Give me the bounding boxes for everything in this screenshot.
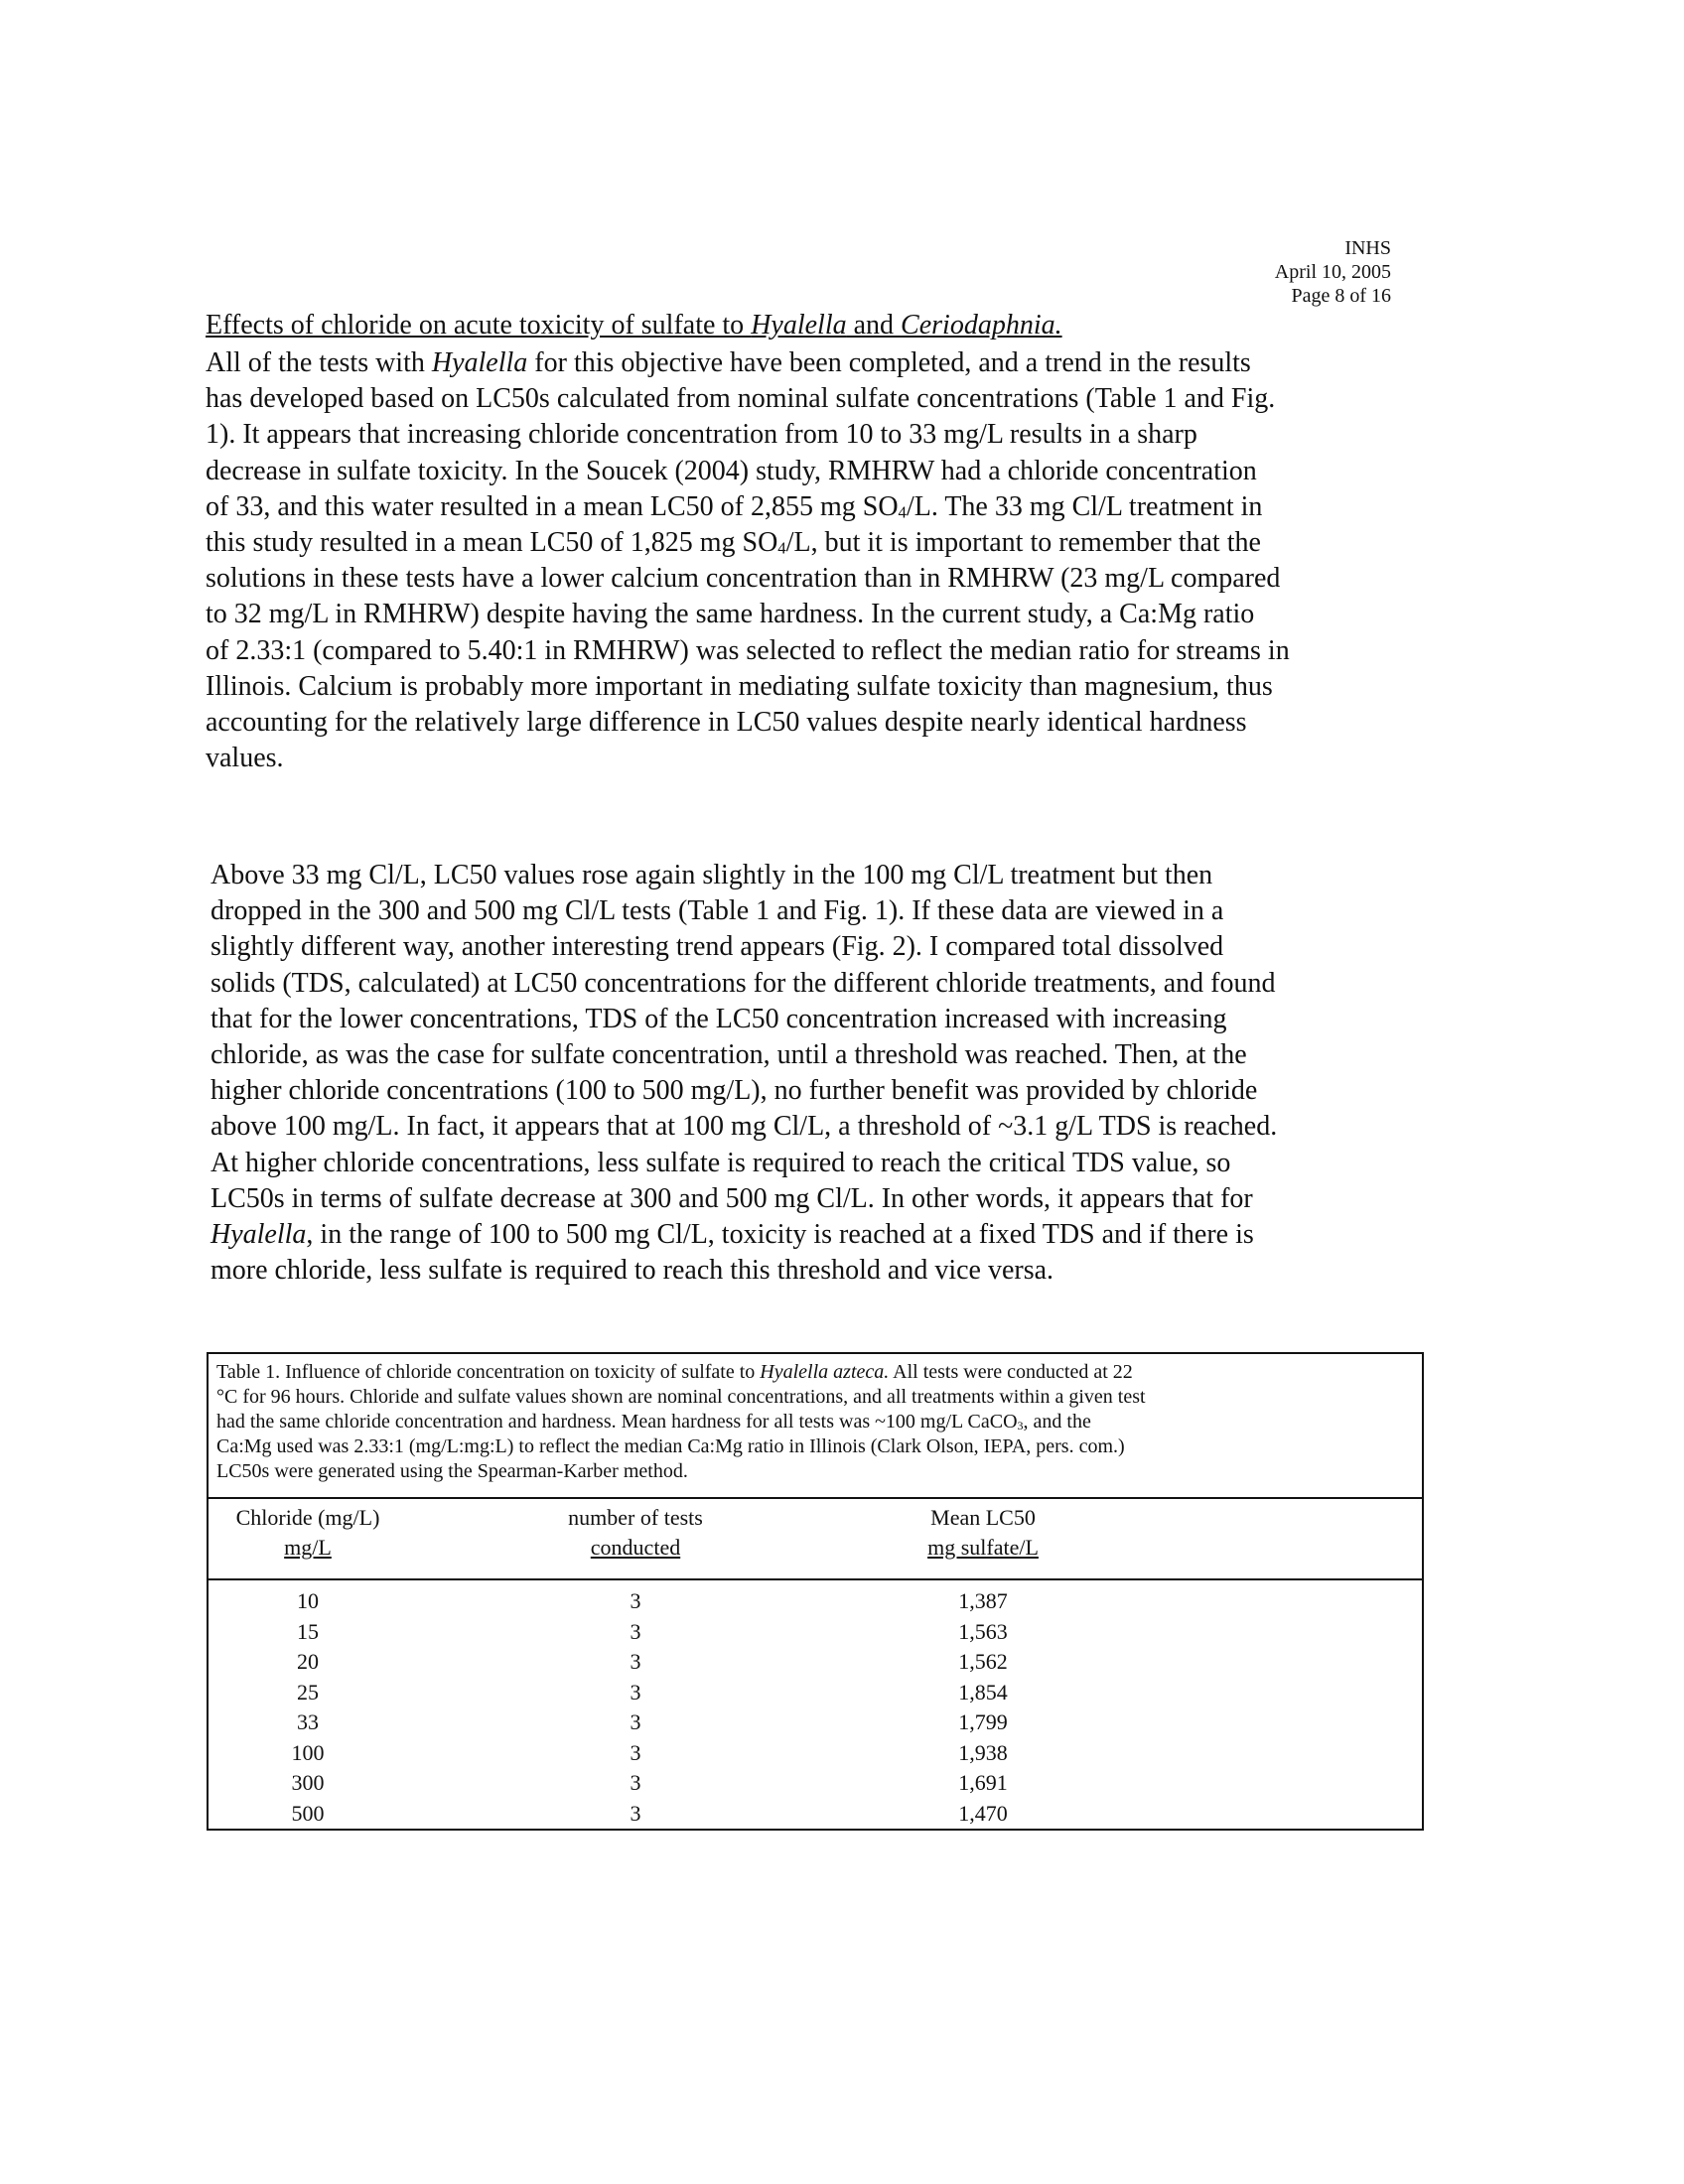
table-row xyxy=(209,1617,1422,1648)
paragraph-2 xyxy=(210,858,1501,1289)
cell-tests: 3 xyxy=(630,1618,641,1644)
table-row xyxy=(209,1647,1422,1678)
cell-chloride: 500 xyxy=(291,1800,325,1826)
column-header-chloride xyxy=(209,1503,407,1563)
paragraph-1 xyxy=(206,345,1496,776)
paragraph-line: above 100 mg/L. In fact, it appears that at 100 mg Cl/L, a threshold of ~3.1 g/L TDS is reached. xyxy=(210,1111,1278,1143)
caption-line: Ca:Mg used was 2.33:1 (mg/L:mg:L) to reflect the median Ca:Mg ratio in Illinois (Clark Olson, IEPA, pers. com.) xyxy=(216,1435,1125,1457)
paragraph-line: solutions in these tests have a lower calcium concentration than in RMHRW (23 mg/L compared xyxy=(206,563,1281,595)
paragraph-line: higher chloride concentrations (100 to 500 mg/L), no further benefit was provided by chloride xyxy=(210,1075,1258,1107)
section-title-genus-hyalella: Hyalella xyxy=(751,310,847,341)
subscript: 4 xyxy=(898,502,907,522)
column-header-lc50 xyxy=(844,1503,1122,1563)
cell-chloride: 100 xyxy=(291,1739,325,1765)
paragraph-line: accounting for the relatively large difference in LC50 values despite nearly identical hardness xyxy=(206,707,1247,739)
paragraph-line: LC50s in terms of sulfate decrease at 300 and 500 mg Cl/L. In other words, it appears that for xyxy=(210,1182,1253,1214)
cell-tests: 3 xyxy=(630,1649,641,1674)
text-run: had the same chloride concentration and hardness. Mean hardness for all tests was ~100 mg/L CaCO xyxy=(216,1411,1018,1433)
table-row xyxy=(209,1678,1422,1708)
paragraph-line: has developed based on LC50s calculated from nominal sulfate concentrations (Table 1 and Fig. xyxy=(206,383,1276,415)
column-header-tests xyxy=(506,1503,765,1563)
cell-chloride: 15 xyxy=(297,1618,319,1644)
cell-tests: 3 xyxy=(630,1800,641,1826)
text-run: All of the tests with xyxy=(206,347,432,378)
table-divider-top xyxy=(209,1497,1422,1499)
text-run: of 33, and this water resulted in a mean LC50 of 2,855 mg SO xyxy=(206,490,899,522)
cell-lc50: 1,854 xyxy=(958,1679,1008,1705)
cell-chloride: 300 xyxy=(291,1770,325,1795)
paragraph-line: more chloride, less sulfate is required to reach this threshold and vice versa. xyxy=(210,1255,1054,1287)
text-run: /L. The 33 mg Cl/L treatment in xyxy=(906,490,1263,522)
cell-lc50: 1,799 xyxy=(958,1709,1008,1734)
table-row xyxy=(209,1738,1422,1769)
subscript: 3 xyxy=(1017,1418,1024,1433)
column-header-unit: conducted xyxy=(590,1535,681,1560)
table-row xyxy=(209,1799,1422,1830)
table-row xyxy=(209,1707,1422,1738)
text-run: Table 1. Influence of chloride concentration on toxicity of sulfate to xyxy=(216,1361,761,1383)
text-run: for this objective have been completed, and a trend in the results xyxy=(527,347,1251,378)
paragraph-line: values. xyxy=(206,743,284,774)
page-header xyxy=(1275,236,1391,308)
table-row xyxy=(209,1768,1422,1799)
paragraph-line xyxy=(206,525,1496,561)
column-header-unit: mg/L xyxy=(284,1535,332,1560)
italic-genus: Hyalella xyxy=(210,1219,307,1251)
text-run: , and the xyxy=(1023,1411,1091,1433)
cell-chloride: 10 xyxy=(297,1588,319,1613)
italic-species: Hyalella azteca. xyxy=(760,1361,890,1383)
table-caption xyxy=(216,1360,1146,1484)
text-run: , in the range of 100 to 500 mg Cl/L, toxicity is reached at a fixed TDS and if there is xyxy=(306,1219,1254,1251)
text-run: this study resulted in a mean LC50 of 1,825 mg SO xyxy=(206,527,778,559)
section-title-and: and xyxy=(846,310,902,341)
table-row xyxy=(209,1586,1422,1617)
cell-tests: 3 xyxy=(630,1588,641,1613)
cell-lc50: 1,563 xyxy=(958,1618,1008,1644)
section-title xyxy=(206,310,1062,341)
caption-line xyxy=(216,1360,1146,1385)
text-run: /L, but it is important to remember that the xyxy=(785,527,1261,559)
cell-tests: 3 xyxy=(630,1739,641,1765)
paragraph-line xyxy=(210,1217,1501,1253)
cell-tests: 3 xyxy=(630,1679,641,1705)
table-divider-header xyxy=(209,1578,1422,1580)
table-body xyxy=(209,1586,1422,1829)
cell-lc50: 1,387 xyxy=(958,1588,1008,1613)
paragraph-line: decrease in sulfate toxicity. In the Soucek (2004) study, RMHRW had a chloride concentration xyxy=(206,455,1257,486)
column-header-line: number of tests xyxy=(568,1505,703,1530)
cell-lc50: 1,470 xyxy=(958,1800,1008,1826)
italic-genus: Hyalella xyxy=(431,347,528,378)
paragraph-line: At higher chloride concentrations, less sulfate is required to reach the critical TDS value, so xyxy=(210,1147,1231,1178)
header-page-number: Page 8 of 16 xyxy=(1291,285,1391,307)
cell-lc50: 1,562 xyxy=(958,1649,1008,1674)
paragraph-line: chloride, as was the case for sulfate concentration, until a threshold was reached. Then, at the xyxy=(210,1039,1247,1071)
paragraph-line: that for the lower concentrations, TDS of the LC50 concentration increased with increasing xyxy=(210,1003,1227,1034)
cell-chloride: 25 xyxy=(297,1679,319,1705)
cell-chloride: 33 xyxy=(297,1709,319,1734)
header-org: INHS xyxy=(1344,237,1391,259)
section-title-text: Effects of chloride on acute toxicity of sulfate to xyxy=(206,310,752,341)
cell-tests: 3 xyxy=(630,1709,641,1734)
paragraph-line xyxy=(206,489,1496,525)
cell-chloride: 20 xyxy=(297,1649,319,1674)
paragraph-line: of 2.33:1 (compared to 5.40:1 in RMHRW) was selected to reflect the median ratio for streams in xyxy=(206,634,1290,666)
cell-lc50: 1,691 xyxy=(958,1770,1008,1795)
header-date: April 10, 2005 xyxy=(1274,261,1391,283)
paragraph-line: solids (TDS, calculated) at LC50 concentrations for the different chloride treatments, and found xyxy=(210,967,1276,999)
table-1 xyxy=(207,1352,1424,1831)
section-title-genus-ceriodaphnia: Ceriodaphnia. xyxy=(901,310,1062,341)
paragraph-line: dropped in the 300 and 500 mg Cl/L tests (Table 1 and Fig. 1). If these data are viewed in a xyxy=(210,895,1224,927)
paragraph-line: slightly different way, another interesting trend appears (Fig. 2). I compared total dissolved xyxy=(210,931,1224,963)
subscript: 4 xyxy=(777,538,786,558)
column-header-line: Chloride (mg/L) xyxy=(235,1505,380,1530)
paragraph-line: Above 33 mg Cl/L, LC50 values rose again slightly in the 100 mg Cl/L treatment but then xyxy=(210,860,1213,890)
caption-line: LC50s were generated using the Spearman-Karber method. xyxy=(216,1460,688,1482)
column-header-line: Mean LC50 xyxy=(930,1505,1036,1530)
paragraph-line: to 32 mg/L in RMHRW) despite having the same hardness. In the current study, a Ca:Mg ratio xyxy=(206,599,1255,630)
paragraph-line xyxy=(206,345,1496,381)
paragraph-line: Illinois. Calcium is probably more important in mediating sulfate toxicity than magnesium, thus xyxy=(206,670,1273,702)
column-header-unit: mg sulfate/L xyxy=(927,1535,1039,1560)
caption-line: °C for 96 hours. Chloride and sulfate values shown are nominal concentrations, and all treatments within a given test xyxy=(216,1386,1146,1408)
cell-tests: 3 xyxy=(630,1770,641,1795)
text-run: All tests were conducted at 22 xyxy=(889,1361,1133,1383)
paragraph-line: 1). It appears that increasing chloride concentration from 10 to 33 mg/L results in a sharp xyxy=(206,419,1197,451)
cell-lc50: 1,938 xyxy=(958,1739,1008,1765)
caption-line xyxy=(216,1410,1146,1434)
